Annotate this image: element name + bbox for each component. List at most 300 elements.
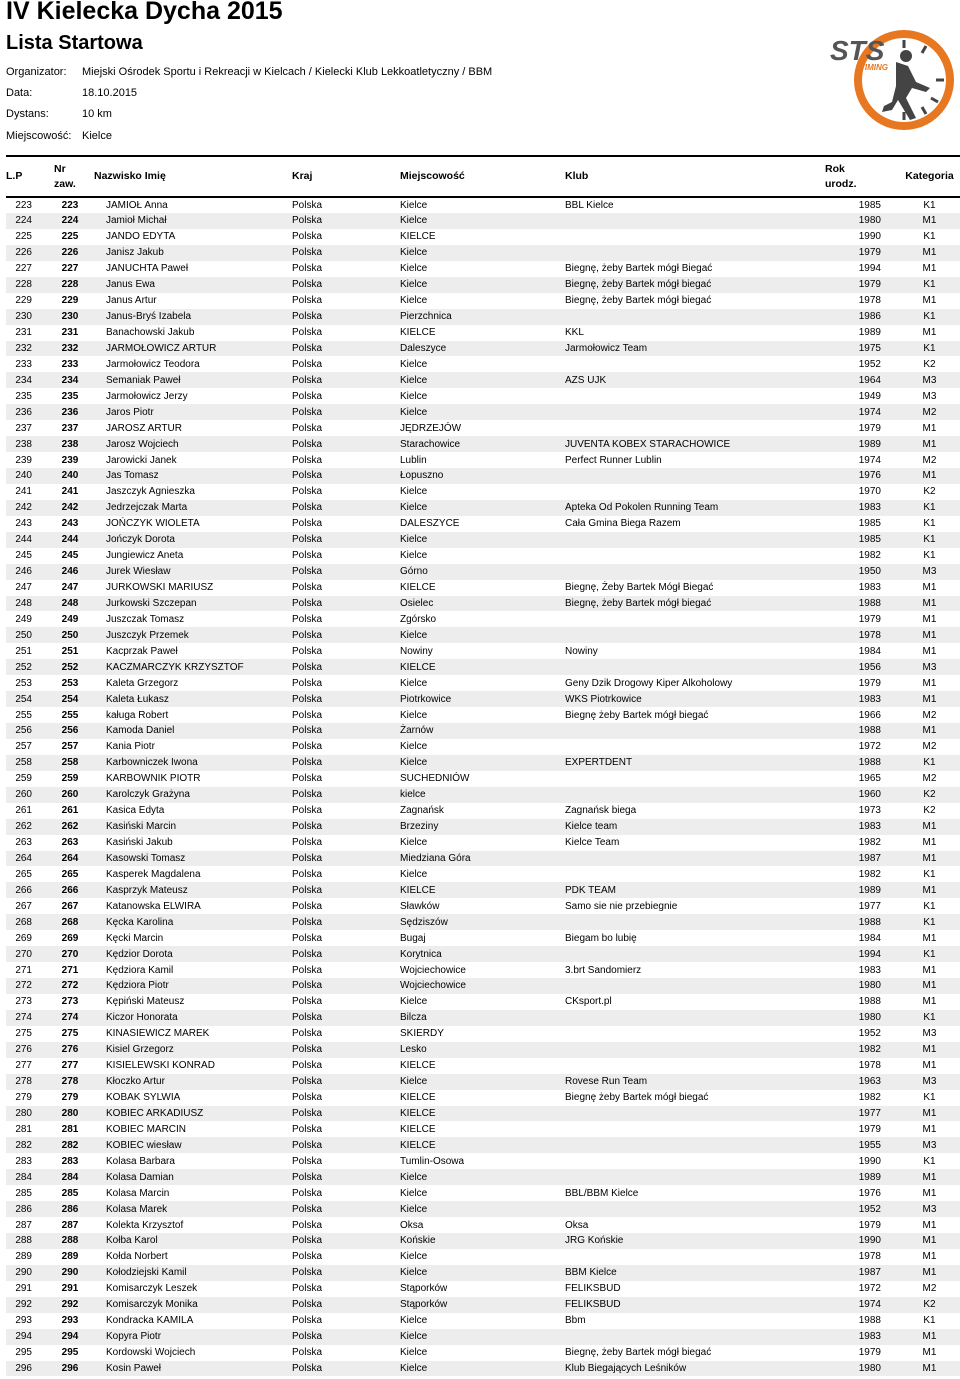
cell-name: JOŃCZYK WIOLETA bbox=[106, 518, 200, 530]
cell-klub: Rovese Run Team bbox=[565, 1074, 825, 1090]
cell-rok: 1980 bbox=[825, 1361, 891, 1377]
cell-name: Semaniak Paweł bbox=[94, 372, 292, 388]
sts-timing-logo bbox=[826, 26, 958, 136]
cell-nr: 255 bbox=[61, 709, 79, 721]
cell-nr: 278 bbox=[46, 1074, 94, 1090]
cell-lp: 253 bbox=[15, 677, 32, 689]
table-row bbox=[6, 739, 960, 755]
table-row bbox=[6, 1281, 960, 1297]
cell-kategoria: M1 bbox=[891, 213, 960, 229]
cell-rok: 1973 bbox=[858, 805, 881, 817]
cell-kategoria: M1 bbox=[922, 1123, 937, 1135]
cell-klub bbox=[565, 309, 825, 325]
cell-kategoria: M1 bbox=[891, 723, 960, 739]
cell-lp: 263 bbox=[15, 837, 32, 849]
cell-kraj: Polska bbox=[292, 996, 323, 1008]
cell-name: Janisz Jakub bbox=[94, 245, 292, 261]
cell-name: Kasiński Marcin bbox=[94, 819, 292, 835]
table-row bbox=[6, 866, 960, 882]
table-row bbox=[6, 659, 960, 675]
cell-miejscowosc: Lublin bbox=[400, 454, 427, 466]
cell-kategoria: M1 bbox=[891, 851, 960, 867]
cell-klub: EXPERTDENT bbox=[565, 755, 825, 771]
cell-kraj: Polska bbox=[292, 1042, 400, 1058]
cell-nr: 271 bbox=[61, 964, 79, 976]
cell-miejscowosc: Sławków bbox=[400, 900, 440, 912]
cell-lp: 246 bbox=[6, 564, 46, 580]
cell-klub: FELIKSBUD bbox=[565, 1283, 621, 1295]
cell-nr: 279 bbox=[61, 1092, 79, 1104]
cell-klub: Oksa bbox=[565, 1219, 589, 1231]
cell-name: Kolasa Barbara bbox=[106, 1155, 175, 1167]
cell-lp: 258 bbox=[6, 755, 46, 771]
start-list bbox=[6, 155, 960, 1376]
cell-nr: 269 bbox=[61, 932, 79, 944]
meta-value: Miejski Ośrodek Sportu i Rekreacji w Kielcach / Kielecki Klub Lekkoatletyczny / BBM bbox=[82, 65, 493, 78]
cell-name: Juszczak Tomasz bbox=[106, 613, 185, 625]
cell-kraj: Polska bbox=[292, 1233, 400, 1249]
cell-rok: 1950 bbox=[825, 564, 891, 580]
cell-name: Kęcka Karolina bbox=[94, 914, 292, 930]
cell-name: Jamioł Michał bbox=[94, 213, 292, 229]
cell-nr: 225 bbox=[61, 231, 79, 243]
cell-rok: 1990 bbox=[858, 1155, 881, 1167]
cell-kategoria: K1 bbox=[923, 231, 936, 243]
cell-kategoria: K1 bbox=[891, 946, 960, 962]
cell-rok: 1983 bbox=[858, 582, 881, 594]
cell-lp: 265 bbox=[15, 868, 32, 880]
cell-klub bbox=[565, 532, 825, 548]
cell-kategoria: M1 bbox=[922, 613, 937, 625]
cell-kategoria: K2 bbox=[891, 1297, 960, 1313]
cell-kraj: Polska bbox=[292, 1187, 323, 1199]
meta-location bbox=[6, 125, 706, 146]
cell-kategoria: M1 bbox=[891, 1233, 960, 1249]
cell-miejscowosc: Wojciechowice bbox=[400, 978, 565, 994]
cell-kategoria: M3 bbox=[891, 372, 960, 388]
cell-kategoria: M1 bbox=[922, 964, 937, 976]
cell-nr: 253 bbox=[61, 677, 79, 689]
cell-kategoria: K1 bbox=[891, 755, 960, 771]
cell-klub bbox=[565, 213, 825, 229]
cell-lp: 293 bbox=[15, 1315, 32, 1327]
cell-name: Jedrzejczak Marta bbox=[94, 500, 292, 516]
cell-rok: 1985 bbox=[858, 200, 881, 211]
table-row bbox=[6, 1265, 960, 1281]
cell-name: Kołba Karol bbox=[94, 1233, 292, 1249]
cell-lp: 275 bbox=[15, 1028, 32, 1040]
table-row bbox=[6, 229, 960, 245]
cell-nr: 231 bbox=[61, 327, 79, 339]
cell-kategoria: M2 bbox=[922, 773, 937, 785]
cell-nr: 263 bbox=[61, 837, 79, 849]
cell-lp: 285 bbox=[15, 1187, 32, 1199]
cell-kraj: Polska bbox=[292, 245, 400, 261]
meta-label: Dystans: bbox=[6, 108, 49, 121]
cell-kraj: Polska bbox=[292, 309, 400, 325]
cell-klub bbox=[565, 739, 825, 755]
cell-kraj: Polska bbox=[292, 741, 323, 753]
cell-klub: AZS UJK bbox=[565, 372, 825, 388]
cell-lp: 270 bbox=[6, 946, 46, 962]
cell-kategoria: K1 bbox=[891, 532, 960, 548]
table-row bbox=[6, 611, 960, 627]
cell-nr: 223 bbox=[61, 200, 79, 211]
cell-name: JARMOŁOWICZ ARTUR bbox=[94, 341, 292, 357]
page-title: IV Kielecka Dycha 2015 bbox=[6, 0, 283, 25]
cell-name: Kolekta Krzysztof bbox=[106, 1219, 184, 1231]
cell-kraj: Polska bbox=[292, 773, 323, 785]
cell-miejscowosc: Pierzchnica bbox=[400, 309, 565, 325]
cell-rok: 1955 bbox=[825, 1137, 891, 1153]
cell-name: Karbowniczek Iwona bbox=[94, 755, 292, 771]
cell-nr: 267 bbox=[61, 900, 79, 912]
cell-kraj: Polska bbox=[292, 532, 400, 548]
cell-rok: 1966 bbox=[858, 709, 881, 721]
table-row bbox=[6, 994, 960, 1010]
cell-rok: 1965 bbox=[858, 773, 881, 785]
cell-rok: 1983 bbox=[825, 500, 891, 516]
cell-miejscowosc: Kielce bbox=[400, 1315, 428, 1327]
cell-lp: 224 bbox=[6, 213, 46, 229]
logo-text: STS bbox=[830, 35, 885, 66]
meta-label: Organizator: bbox=[6, 65, 67, 78]
cell-kraj: Polska bbox=[292, 231, 323, 243]
cell-nr: 254 bbox=[46, 691, 94, 707]
table-row bbox=[6, 261, 960, 277]
cell-name: Kaleta Grzegorz bbox=[106, 677, 179, 689]
cell-lp: 238 bbox=[6, 436, 46, 452]
cell-kraj: Polska bbox=[292, 1201, 400, 1217]
cell-miejscowosc: KIELCE bbox=[400, 1060, 436, 1072]
cell-nr: 294 bbox=[46, 1329, 94, 1345]
cell-kategoria: K1 bbox=[923, 868, 936, 880]
cell-nr: 264 bbox=[46, 851, 94, 867]
table-row bbox=[6, 532, 960, 548]
cell-lp: 269 bbox=[15, 932, 32, 944]
table-row bbox=[6, 404, 960, 420]
cell-nr: 245 bbox=[61, 550, 79, 562]
meta-value: Kielce bbox=[82, 129, 112, 142]
cell-klub: Samo sie nie przebiegnie bbox=[565, 900, 678, 912]
cell-nr: 250 bbox=[46, 627, 94, 643]
cell-miejscowosc: Kielce bbox=[400, 741, 428, 753]
cell-kraj: Polska bbox=[292, 1137, 400, 1153]
cell-miejscowosc: Daleszyce bbox=[400, 341, 565, 357]
cell-lp: 230 bbox=[6, 309, 46, 325]
cell-kraj: Polska bbox=[292, 1219, 323, 1231]
cell-kraj: Polska bbox=[292, 1251, 323, 1263]
table-row bbox=[6, 787, 960, 803]
cell-kraj: Polska bbox=[292, 358, 323, 370]
cell-kategoria: K2 bbox=[923, 486, 936, 498]
cell-klub: Apteka Od Pokolen Running Team bbox=[565, 500, 825, 516]
cell-miejscowosc: SKIERDY bbox=[400, 1028, 444, 1040]
cell-rok: 1989 bbox=[858, 327, 881, 339]
cell-kategoria: M2 bbox=[922, 1283, 937, 1295]
cell-nr: 284 bbox=[46, 1169, 94, 1185]
cell-name: KOBAK SYLWIA bbox=[106, 1092, 181, 1104]
table-row bbox=[6, 1345, 960, 1361]
cell-miejscowosc: Tumlin-Osowa bbox=[400, 1155, 465, 1167]
cell-name: Kasica Edyta bbox=[106, 805, 165, 817]
cell-miejscowosc: Kielce bbox=[400, 404, 565, 420]
cell-lp: 282 bbox=[6, 1137, 46, 1153]
cell-lp: 226 bbox=[6, 245, 46, 261]
cell-miejscowosc: Lesko bbox=[400, 1042, 565, 1058]
cell-rok: 1990 bbox=[858, 231, 881, 243]
cell-klub: Biegnę, żeby Bartek mógł biegać bbox=[565, 277, 825, 293]
cell-nr: 252 bbox=[46, 659, 94, 675]
cell-nr: 273 bbox=[61, 996, 79, 1008]
cell-rok: 1984 bbox=[858, 645, 881, 657]
col-miejscowosc: Miejscowość bbox=[400, 170, 465, 182]
cell-miejscowosc: KIELCE bbox=[400, 1092, 436, 1104]
cell-miejscowosc: kielce bbox=[400, 787, 565, 803]
cell-kraj: Polska bbox=[292, 723, 400, 739]
cell-lp: 291 bbox=[15, 1283, 32, 1295]
cell-lp: 271 bbox=[15, 964, 32, 976]
cell-kraj: Polska bbox=[292, 1060, 323, 1072]
table-row bbox=[6, 930, 960, 946]
cell-klub: 3.brt Sandomierz bbox=[565, 964, 642, 976]
cell-name: Jaszczyk Agnieszka bbox=[106, 486, 195, 498]
cell-rok: 1988 bbox=[858, 996, 881, 1008]
cell-kategoria: M1 bbox=[891, 882, 960, 898]
cell-nr: 259 bbox=[61, 773, 79, 785]
cell-rok: 1988 bbox=[858, 1315, 881, 1327]
cell-kraj: Polska bbox=[292, 882, 400, 898]
cell-name: Kordowski Wojciech bbox=[106, 1347, 196, 1359]
cell-lp: 287 bbox=[15, 1219, 32, 1231]
table-row bbox=[6, 1137, 960, 1153]
cell-kategoria: K1 bbox=[891, 1010, 960, 1026]
cell-nr: 234 bbox=[46, 372, 94, 388]
table-row bbox=[6, 1106, 960, 1122]
cell-kraj: Polska bbox=[292, 596, 400, 612]
cell-name: Jas Tomasz bbox=[94, 468, 292, 484]
cell-rok: 1984 bbox=[858, 932, 881, 944]
cell-nr: 268 bbox=[46, 914, 94, 930]
cell-miejscowosc: JĘDRZEJÓW bbox=[400, 422, 462, 434]
cell-rok: 1987 bbox=[825, 851, 891, 867]
cell-name: Kosin Paweł bbox=[94, 1361, 292, 1377]
cell-name: KINASIEWICZ MAREK bbox=[106, 1028, 210, 1040]
cell-kraj: Polska bbox=[292, 550, 323, 562]
cell-kraj: Polska bbox=[292, 1283, 323, 1295]
table-row bbox=[6, 500, 960, 516]
cell-klub bbox=[565, 946, 825, 962]
col-rok-line2: urodz. bbox=[825, 177, 857, 190]
table-row bbox=[6, 962, 960, 978]
table-row bbox=[6, 1329, 960, 1345]
cell-kraj: Polska bbox=[292, 1315, 323, 1327]
cell-lp: 264 bbox=[6, 851, 46, 867]
cell-klub: Biegnę, żeby Bartek mógł biegać bbox=[565, 596, 825, 612]
cell-rok: 1952 bbox=[858, 358, 881, 370]
cell-kraj: Polska bbox=[292, 1297, 400, 1313]
meta-value: 18.10.2015 bbox=[82, 86, 138, 99]
cell-kategoria: M1 bbox=[891, 691, 960, 707]
cell-name: Kęcki Marcin bbox=[106, 932, 164, 944]
cell-rok: 1972 bbox=[858, 1283, 881, 1295]
cell-lp: 249 bbox=[15, 613, 32, 625]
cell-rok: 1979 bbox=[858, 613, 881, 625]
table-row bbox=[6, 341, 960, 357]
cell-kraj: Polska bbox=[292, 613, 323, 625]
cell-name: Janus Artur bbox=[106, 295, 157, 307]
cell-miejscowosc: KIELCE bbox=[400, 1106, 565, 1122]
cell-name: Kołodziejski Kamil bbox=[94, 1265, 292, 1281]
cell-kraj: Polska bbox=[292, 404, 400, 420]
cell-klub: Bbm bbox=[565, 1315, 586, 1327]
cell-kategoria: M1 bbox=[922, 295, 937, 307]
cell-kraj: Polska bbox=[292, 295, 323, 307]
cell-lp: 255 bbox=[15, 709, 32, 721]
table-row bbox=[6, 946, 960, 962]
cell-kraj: Polska bbox=[292, 1074, 400, 1090]
cell-lp: 242 bbox=[6, 500, 46, 516]
cell-nr: 286 bbox=[46, 1201, 94, 1217]
table-row bbox=[6, 819, 960, 835]
meta-label: Miejscowość: bbox=[6, 129, 72, 142]
cell-klub bbox=[565, 356, 825, 372]
cell-lp: 277 bbox=[15, 1060, 32, 1072]
cell-nr: 236 bbox=[46, 404, 94, 420]
cell-lp: 261 bbox=[15, 805, 32, 817]
cell-kategoria: K2 bbox=[891, 787, 960, 803]
cell-rok: 1979 bbox=[858, 1219, 881, 1231]
page-subtitle: Lista Startowa bbox=[6, 32, 143, 54]
cell-nr: 266 bbox=[46, 882, 94, 898]
cell-klub bbox=[565, 851, 825, 867]
cell-name: Jurkowski Szczepan bbox=[94, 596, 292, 612]
cell-kategoria: M1 bbox=[891, 596, 960, 612]
cell-klub bbox=[565, 484, 825, 500]
cell-kraj: Polska bbox=[292, 1329, 400, 1345]
cell-rok: 1974 bbox=[825, 1297, 891, 1313]
cell-nr: 230 bbox=[46, 309, 94, 325]
cell-nr: 258 bbox=[46, 755, 94, 771]
cell-kategoria: M1 bbox=[922, 932, 937, 944]
table-row bbox=[6, 277, 960, 293]
cell-miejscowosc: Kielce bbox=[400, 1201, 565, 1217]
cell-miejscowosc: Starachowice bbox=[400, 436, 565, 452]
cell-kategoria: M1 bbox=[922, 996, 937, 1008]
cell-nr: 243 bbox=[61, 518, 79, 530]
table-row bbox=[6, 596, 960, 612]
cell-name: Janus Ewa bbox=[94, 277, 292, 293]
cell-klub bbox=[565, 564, 825, 580]
cell-kraj: Polska bbox=[292, 914, 400, 930]
cell-name: Kisiel Grzegorz bbox=[94, 1042, 292, 1058]
cell-miejscowosc: Kielce bbox=[400, 500, 565, 516]
cell-kraj: Polska bbox=[292, 868, 323, 880]
cell-lp: 276 bbox=[6, 1042, 46, 1058]
cell-name: Kłoczko Artur bbox=[94, 1074, 292, 1090]
cell-kategoria: M1 bbox=[922, 422, 937, 434]
cell-lp: 286 bbox=[6, 1201, 46, 1217]
cell-rok: 1976 bbox=[858, 1187, 881, 1199]
cell-klub: Perfect Runner Lublin bbox=[565, 454, 662, 466]
table-row bbox=[6, 1042, 960, 1058]
cell-kraj: Polska bbox=[292, 755, 400, 771]
cell-name: Banachowski Jakub bbox=[106, 327, 195, 339]
cell-nr: 241 bbox=[61, 486, 79, 498]
cell-name: Juszczyk Przemek bbox=[94, 627, 292, 643]
cell-lp: 237 bbox=[15, 422, 32, 434]
cell-kategoria: M1 bbox=[891, 978, 960, 994]
cell-lp: 241 bbox=[15, 486, 32, 498]
table-row bbox=[6, 1121, 960, 1137]
cell-miejscowosc: Sędziszów bbox=[400, 914, 565, 930]
cell-miejscowosc: Zgórsko bbox=[400, 613, 437, 625]
cell-lp: 240 bbox=[6, 468, 46, 484]
cell-kraj: Polska bbox=[292, 500, 400, 516]
cell-kategoria: M1 bbox=[891, 245, 960, 261]
cell-nr: 275 bbox=[61, 1028, 79, 1040]
cell-rok: 1963 bbox=[825, 1074, 891, 1090]
cell-klub: Kielce Team bbox=[565, 837, 620, 849]
cell-nr: 247 bbox=[61, 582, 79, 594]
cell-name: JANUCHTA Paweł bbox=[106, 263, 189, 275]
cell-name: Katanowska ELWIRA bbox=[106, 900, 201, 912]
cell-nr: 274 bbox=[46, 1010, 94, 1026]
cell-kraj: Polska bbox=[292, 436, 400, 452]
cell-kategoria: M3 bbox=[891, 659, 960, 675]
cell-lp: 256 bbox=[6, 723, 46, 739]
cell-lp: 229 bbox=[15, 295, 32, 307]
cell-kraj: Polska bbox=[292, 1361, 400, 1377]
cell-kraj: Polska bbox=[292, 518, 323, 530]
cell-kraj: Polska bbox=[292, 900, 323, 912]
cell-rok: 1979 bbox=[858, 422, 881, 434]
cell-klub: Nowiny bbox=[565, 645, 598, 657]
cell-rok: 1978 bbox=[825, 627, 891, 643]
cell-klub bbox=[565, 723, 825, 739]
cell-nr: 233 bbox=[61, 358, 79, 370]
cell-name: JANDO EDYTA bbox=[106, 231, 176, 243]
cell-kategoria: M2 bbox=[891, 404, 960, 420]
cell-rok: 1979 bbox=[825, 277, 891, 293]
cell-lp: 296 bbox=[6, 1361, 46, 1377]
cell-miejscowosc: Kielce bbox=[400, 1251, 428, 1263]
table-row bbox=[6, 580, 960, 596]
cell-name: Kędziora Kamil bbox=[106, 964, 174, 976]
cell-kraj: Polska bbox=[292, 978, 400, 994]
cell-kategoria: M1 bbox=[922, 677, 937, 689]
table-row bbox=[6, 1074, 960, 1090]
cell-lp: 227 bbox=[15, 263, 32, 275]
cell-lp: 260 bbox=[6, 787, 46, 803]
cell-kategoria: K1 bbox=[923, 550, 936, 562]
table-row bbox=[6, 643, 960, 659]
cell-rok: 1978 bbox=[858, 295, 881, 307]
cell-name: Komisarczyk Leszek bbox=[106, 1283, 198, 1295]
cell-nr: 288 bbox=[46, 1233, 94, 1249]
cell-name: Kasowski Tomasz bbox=[94, 851, 292, 867]
cell-miejscowosc: Brzeziny bbox=[400, 819, 565, 835]
cell-rok: 1990 bbox=[825, 1233, 891, 1249]
cell-kategoria: K2 bbox=[923, 358, 936, 370]
cell-nr: 285 bbox=[61, 1187, 79, 1199]
cell-lp: 244 bbox=[6, 532, 46, 548]
cell-miejscowosc: Końskie bbox=[400, 1233, 565, 1249]
cell-kraj: Polska bbox=[292, 1347, 323, 1359]
cell-rok: 1964 bbox=[825, 372, 891, 388]
meta-value: 10 km bbox=[82, 108, 112, 121]
cell-nr: 282 bbox=[46, 1137, 94, 1153]
